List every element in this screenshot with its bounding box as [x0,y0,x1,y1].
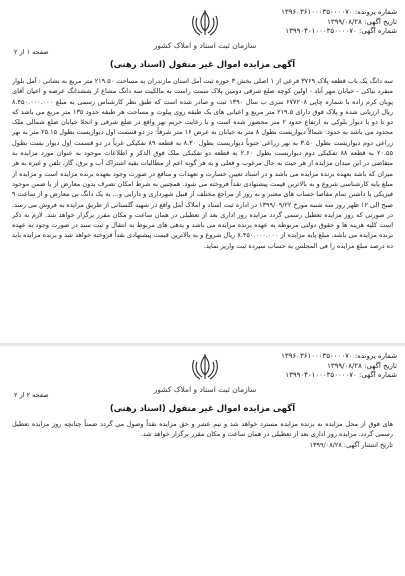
page-title: آگهی مزایده اموال غیر منقول (اسناد رهنی) [109,404,296,414]
case-number: شماره پرونده: ۱۳۹۶۰۳۶۱۰۰۰۳۵۰۰۰۰۷۰ [281,352,397,360]
publication-date: تاریخ انتشار آگهی: ۱۳۹۹/۰۸/۲۸ [309,440,393,449]
page-title: آگهی مزایده اموال غیر منقول (اسناد رهنی) [109,60,296,70]
notice-meta [281,8,397,37]
notice-meta [281,352,397,381]
notice-page-2 [0,346,405,576]
notice-body-text: سه دانگ یک باب قطعه پلاک ۳۷۶۹ فرعی از ۱ اصلی بخش ۳ حوزه ثبت آمل استان مازندران به مساحت ۲۱۹.۵۰ متر مربع به نشانی : آمل بلوار منفرد نیاکی - خیابان مهر آباد - اولین کوچه ضلع شرقی دومین پلاک سمت راست به مالکیت سه دانگ مشاع از ششدانگ عرصه و اعیان آقای پویان کرم زاده با شماره چاپی ۶۷۷۲۰۸ سری ب سال ۱۳۹۰ ثبت و صادر شده است که طبق نظر کارشناس رسمی به مبلغ ۸.۴۵۰.۰۰۰.۰۰۰ ریال ارزیابی شده و پلاک فوق دارای ۲۱۹.۵ متر مربع و اعیانی های یک طبقه روی پیلوت و مساحت هر طبقه حدود ۱۳۵ متر مربع می باشد که دو تا دو با دیوار بلوکی به ارتفاع حدود ۲ متر محصور شده است و با رعایت حریم نهر واقع در ضلع شرقی و انحلا خیابان ضلع شمالی ملک محدود می باشد به حدود: شمالاً دیوارپست بطول ۸ متر به خیابان به عرض ۱۶ متر شرقاً: در دو قسمت اول دیواریست بطول ۲۵.۱۵ متر به نهر زراعی دوم دیواریست بطول ۳.۵۰ به نهر زراعی جنوباً دیواریست بطول ۸.۳۰ به قطعه ۸۹ تفکیکی غرباً در دو قسمت اول دیوار بست بطول ۲۰.۵۵ به قطعه ۸۸ تفکیکی دوم دیواریست بطول ۲.۶۰ به قطعه دو تفکیکی ملک فوق الذکر و اطلاعات موجود به عنوان مورد مزایده به متقاضی در این میدان مزایده از هر حیث به حال مرغوب و فعلی و به هر گونه اعم از مطالبات بقیه اشتراک آب و برق، گاز، تلفن و غیره به هر میزان که باشد بعهده برنده مزایده می باشد و در اسناد تعیین خسارت و تعهدات و منافع در صورت وجود بعهده برنده مزایده است و مزایده از مبلغ پایه کارشناسی شروع و به بالاترین قیمت پیشنهادی نقداً فروخته می شود. همچنین به شرط امکان تصرف بدون معارض از یا ضمن موجود فیزیکی یا داشتن تمام مفاصا حساب های معتبر و به روز از مراجع مختلف از قبیل شهرداری و دارایی و... به یک دانگ بی معارض و از ساعت ۹ صبح الی ۱۲ ظهر روز سه شنبه مورخ ۱۳۹۹/۰۹/۲۲ در اداره ثبت اسناد و املاک آمل واقع در شهید گلستانی از طریق مزایده به فروش می رسد. در صورتی که روز مزایده تعطیل رسمی گردد مزایده روز اداری بعد از تعطیلی در همان ساعت و مکان مقرر برگزار خواهد شد. لازم به ذکر است کلیه هزینه ها و حقوق دولتی مربوطه به عهده برنده مزایده می باشد و بدهی های مربوط به انتقال و ثبت سند در صورت وجود به عهده برنده مزایده می باشد. مبلغ پایه مزایده از ۸.۴۵۰.۰۰۰.۰۰۰ ریال شروع و به بالاترین قیمت پیشنهادی نقداً فروخته خواهد شد و برنده مزایده باید ده درصد مبلغ مزایده را فی المجلس به حساب سپرده ثبت واریز نماید. [12,77,393,250]
notice-body [12,419,393,479]
notice-number: شماره آگهی: ۱۳۹۹۰۴۰۱۰۰۰۳۵۰۰۰۰۷۰ [285,371,397,379]
notice-number: شماره آگهی: ۱۳۹۹۰۴۰۱۰۰۰۳۵۰۰۰۰۷۰ [285,27,397,35]
notice-date: تاریخ آگهی: ۱۳۹۹/۰۸/۲۸ [327,361,397,370]
page-number: صفحه ۱ از ۲ [14,48,49,56]
org-name: سازمان ثبت اسناد و املاک کشور [153,41,257,50]
iran-emblem-icon [185,352,225,382]
case-number: شماره پرونده: ۱۳۹۶۰۳۶۱۰۰۰۳۵۰۰۰۰۷۰ [281,8,397,16]
iran-emblem-icon [185,8,225,38]
page-number: صفحه ۲ از ۲ [14,391,49,399]
notice-body [12,76,393,338]
notice-date: تاریخ آگهی: ۱۳۹۹/۰۸/۲۸ [327,17,397,26]
notice-body-text: های فوق از محل مزایده به برنده مزایده مسترد خواهد شد و نیم عشر و حق مزایده نقداً وصول می گردد ضمناً چنانچه روز مزایده تعطیل رسمی گردد، مزایده روز اداری بعد از تعطیلی در همان ساعت و مکان مقرر برگزار خواهد شد. [12,420,393,439]
org-name: سازمان ثبت اسناد و املاک کشور [153,385,257,394]
